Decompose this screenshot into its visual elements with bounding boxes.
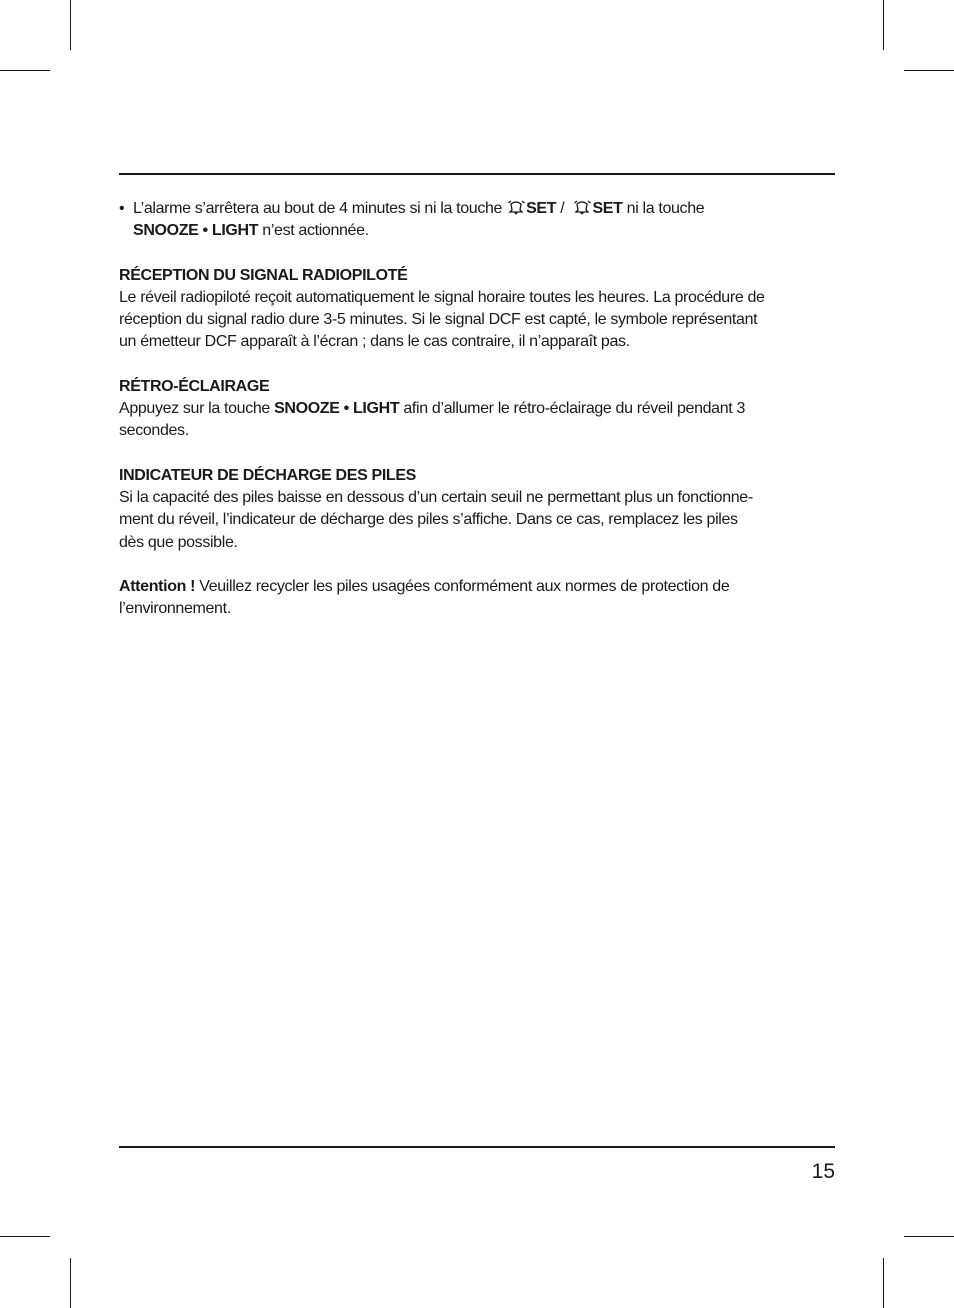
section-line: ment du réveil, l’indicateur de décharge des piles s’affiche. Dans ce cas, remplacez les piles [119, 511, 738, 529]
bullet-text-end: n’est actionnée. [262, 222, 369, 240]
section-line: Le réveil radiopiloté reçoit automatiquement le signal horaire toutes les heures. La procédure de [119, 288, 765, 306]
attention-text: Veuillez recycler les piles usagées conformément aux normes de protection de [199, 577, 730, 595]
set-label-1: SET [526, 200, 557, 217]
crop-mark-bottom-right-vertical [883, 1258, 884, 1308]
set-separator: / [560, 200, 565, 217]
section-line: l’environnement. [119, 600, 231, 618]
section-backlight [119, 376, 835, 443]
page-content [119, 198, 835, 620]
page-number: 15 [811, 1160, 835, 1183]
crop-mark-bottom-left-horizontal [0, 1236, 50, 1237]
section-heading: RÉCEPTION DU SIGNAL RADIOPILOTÉ [119, 266, 408, 284]
bullet-text-after: ni la touche [626, 200, 705, 217]
crop-mark-bottom-right-horizontal [904, 1236, 954, 1237]
section-battery-indicator [119, 465, 835, 554]
crop-mark-bottom-left-vertical [70, 1258, 71, 1308]
attention-label: Attention ! [119, 577, 196, 595]
section-line: un émetteur DCF apparaît à l’écran ; dans le cas contraire, il n’apparaît pas. [119, 333, 630, 351]
section-line [119, 398, 835, 420]
alarm-bell-icon-2 [574, 200, 591, 215]
bullet-text-before: L’alarme s’arrêtera au bout de 4 minutes si ni la touche [133, 200, 503, 217]
section-radio-reception [119, 265, 835, 354]
section-attention [119, 576, 835, 621]
section-heading: INDICATEUR DE DÉCHARGE DES PILES [119, 466, 416, 484]
bullet-item-alarm-stop [119, 198, 835, 243]
bullet-line-1 [133, 198, 835, 220]
section-line [119, 576, 835, 598]
crop-mark-top-left-vertical [70, 0, 71, 50]
alarm-bell-icon [508, 200, 525, 215]
backlight-text-before: Appuyez sur la touche [119, 400, 270, 418]
bottom-rule [119, 1146, 835, 1148]
top-rule [119, 173, 835, 175]
set-label-2: SET [592, 200, 623, 217]
crop-mark-top-left-horizontal [0, 70, 50, 71]
bullet-line-2 [133, 220, 835, 242]
crop-mark-top-right-vertical [883, 0, 884, 50]
backlight-text-after: afin d’allumer le rétro-éclairage du réveil pendant 3 [403, 400, 746, 418]
section-heading: RÉTRO-ÉCLAIRAGE [119, 377, 270, 395]
snooze-light-label: SNOOZE • LIGHT [133, 222, 259, 240]
section-line: Si la capacité des piles baisse en dessous d’un certain seuil ne permettant plus un fonctionne- [119, 488, 753, 506]
section-line: réception du signal radio dure 3-5 minutes. Si le signal DCF est capté, le symbole représentant [119, 311, 758, 329]
section-line: dès que possible. [119, 533, 238, 551]
bullet-marker: • [119, 200, 125, 217]
section-line: secondes. [119, 422, 189, 440]
snooze-light-label: SNOOZE • LIGHT [274, 400, 400, 418]
crop-mark-top-right-horizontal [904, 70, 954, 71]
